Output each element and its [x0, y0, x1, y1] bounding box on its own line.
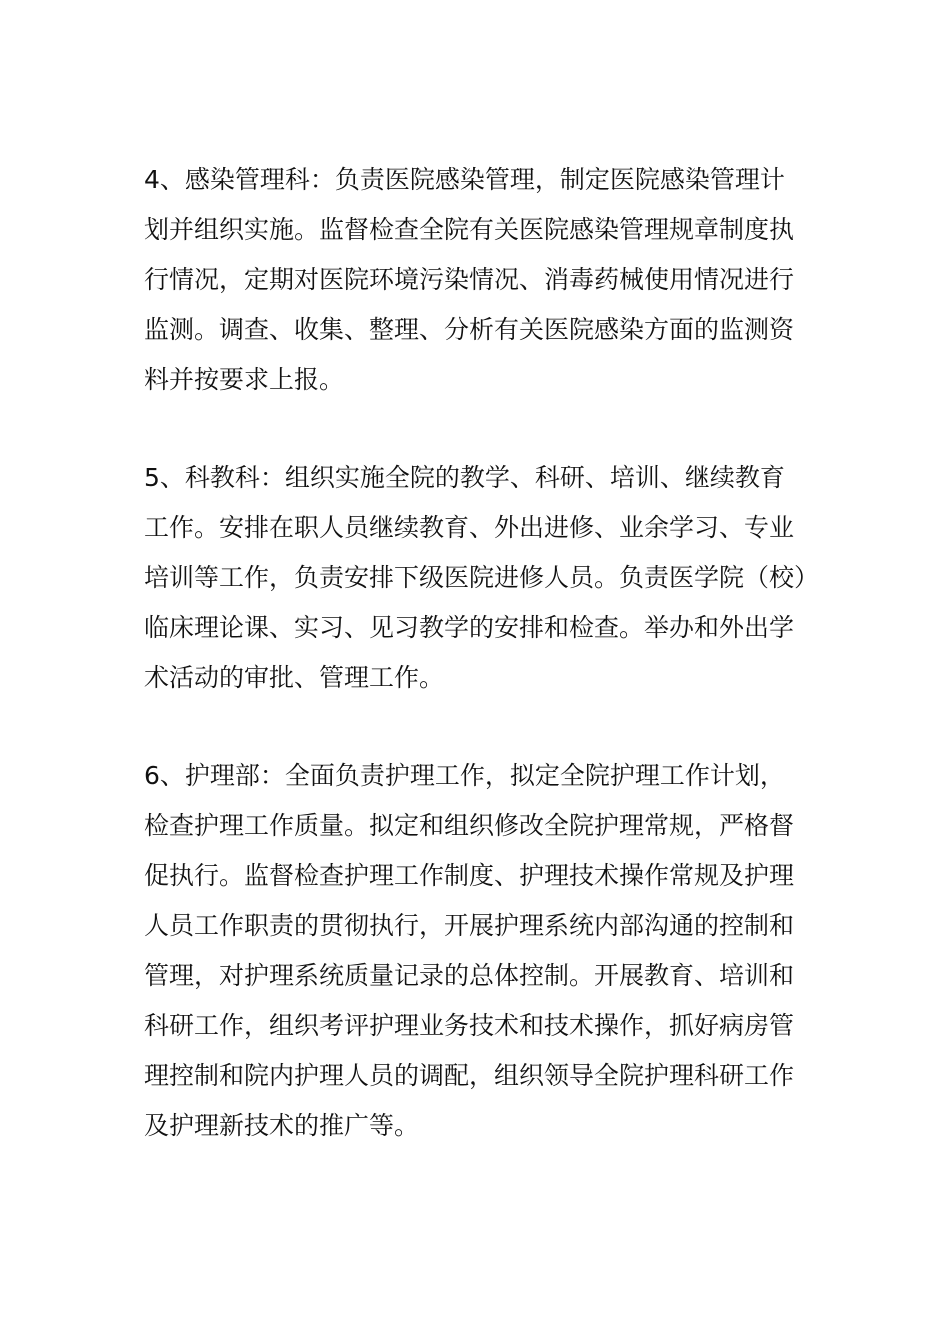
text-line: 检查护理工作质量。拟定和组织修改全院护理常规，严格督	[144, 811, 795, 840]
text-line: 术活动的审批、管理工作。	[144, 663, 445, 692]
text-line: 工作。安排在职人员继续教育、外出进修、业余学习、专业	[144, 513, 795, 542]
text-line: 5、科教科：组织实施全院的教学、科研、培训、继续教育	[144, 463, 785, 492]
text-line: 管理，对护理系统质量记录的总体控制。开展教育、培训和	[144, 961, 795, 990]
text-line: 4、感染管理科：负责医院感染管理，制定医院感染管理计	[144, 165, 785, 194]
text-line: 监测。调查、收集、整理、分析有关医院感染方面的监测资	[144, 315, 795, 344]
paragraph-spacer	[144, 405, 824, 453]
text-line: 6、护理部：全面负责护理工作，拟定全院护理工作计划，	[144, 761, 785, 790]
paragraph-science-education	[144, 453, 824, 703]
document-body	[144, 155, 824, 1151]
paragraph-nursing-department	[144, 751, 824, 1151]
paragraph-spacer	[144, 703, 824, 751]
text-line: 促执行。监督检查护理工作制度、护理技术操作常规及护理	[144, 861, 795, 890]
text-line: 理控制和院内护理人员的调配，组织领导全院护理科研工作	[144, 1061, 795, 1090]
text-line: 人员工作职责的贯彻执行，开展护理系统内部沟通的控制和	[144, 911, 795, 940]
paragraph-infection-management	[144, 155, 824, 405]
text-line: 培训等工作，负责安排下级医院进修人员。负责医学院（校）	[144, 563, 820, 592]
text-line: 行情况，定期对医院环境污染情况、消毒药械使用情况进行	[144, 265, 795, 294]
text-line: 划并组织实施。监督检查全院有关医院感染管理规章制度执	[144, 215, 795, 244]
text-line: 料并按要求上报。	[144, 365, 345, 394]
text-line: 科研工作，组织考评护理业务技术和技术操作，抓好病房管	[144, 1011, 795, 1040]
text-line: 及护理新技术的推广等。	[144, 1111, 420, 1140]
text-line: 临床理论课、实习、见习教学的安排和检查。举办和外出学	[144, 613, 795, 642]
